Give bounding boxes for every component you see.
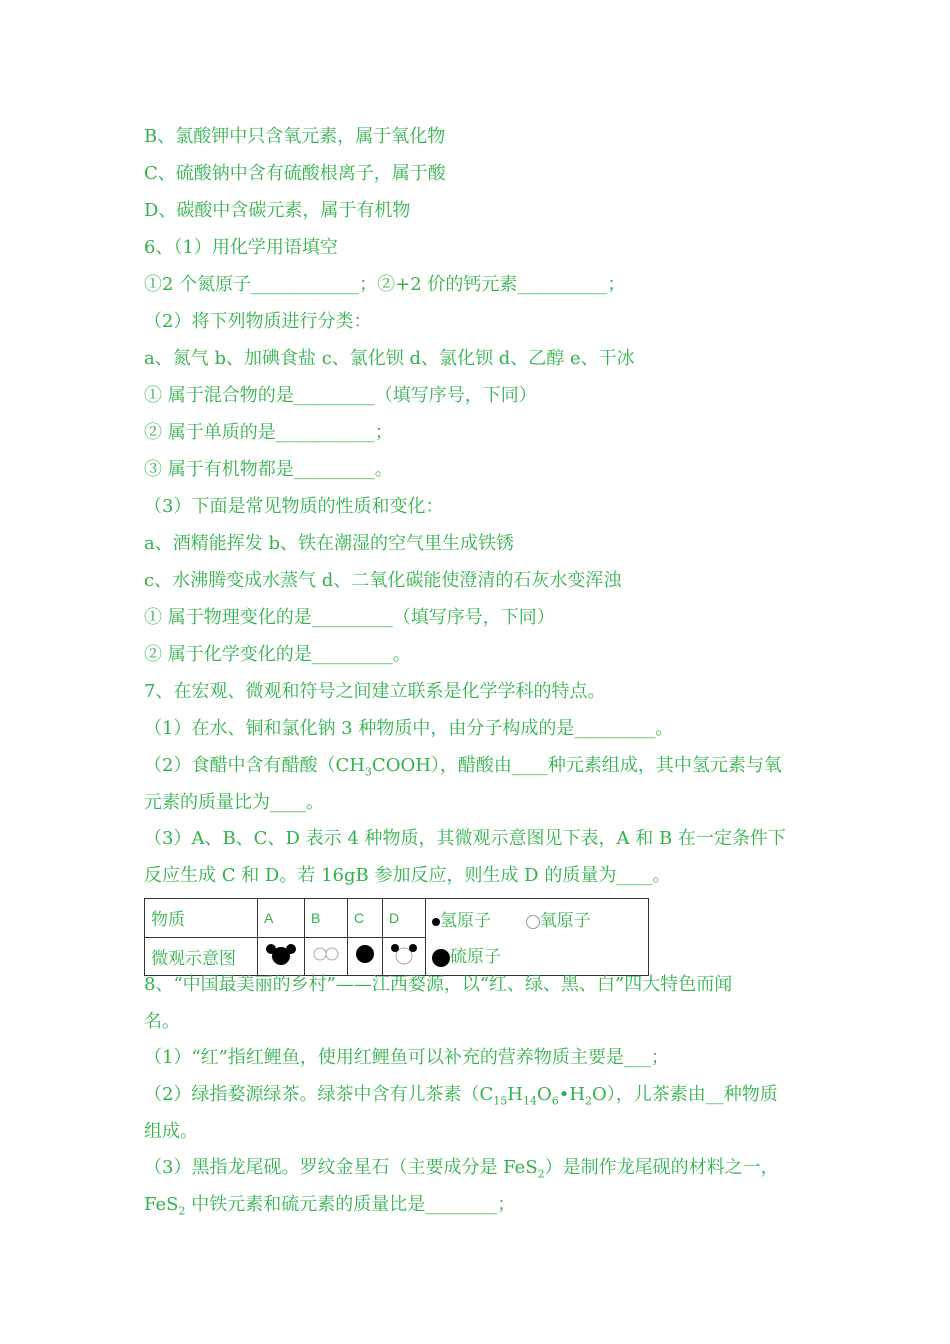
q6-2-mixture: ① 属于混合物的是_________（填写序号，下同）: [144, 385, 537, 406]
q6-3-options-cd: c、水沸腾变成水蒸气 d、二氧化碳能使澄清的石灰水变浑浊: [144, 570, 622, 591]
q7-3-line1: （3）A、B、C、D 表示 4 种物质，其微观示意图见下表，A 和 B 在一定条件下: [144, 828, 786, 849]
col-c: C: [348, 899, 383, 938]
q6-2-heading: （2）将下列物质进行分类：: [144, 311, 372, 332]
micro-diagram-table: [144, 898, 649, 976]
oxygen-atom-icon: [526, 915, 540, 929]
col-a: A: [258, 899, 305, 938]
q6-3-chemical: ② 属于化学变化的是_________。: [144, 644, 411, 665]
q6-1-blanks: ①2 个氮原子____________；②+2 价的钙元素__________；: [144, 274, 626, 295]
q8-2-line1: （2）绿指婺源绿茶。绿茶中含有儿茶素$(C_{15}H_{14}O_6•H_2O)$，儿茶素由__种物质: [144, 1084, 778, 1108]
q6-2-element: ② 属于单质的是___________；: [144, 422, 393, 443]
q6-3-options-ab: a、酒精能挥发 b、铁在潮湿的空气里生成铁锈: [144, 533, 514, 554]
q7-2-line2: 元素的质量比为____。: [144, 792, 324, 813]
legend-cell: 氢原子 氧原子 硫原子: [426, 899, 649, 976]
sulfur-atom-icon: [432, 949, 450, 967]
q8-2-line2: 组成。: [144, 1121, 198, 1142]
q7-1: （1）在水、铜和氯化钠 3 种物质中，由分子构成的是_________。: [144, 718, 674, 739]
hydrogen-atom-icon: [432, 918, 440, 926]
molecule-c-icon: [348, 937, 383, 976]
q6-2-organic: ③ 属于有机物都是_________。: [144, 459, 393, 480]
molecule-a-icon: [258, 937, 305, 976]
q7-2-line1: （2）食醋中含有醋酸$(CH_3COOH)$，醋酸由____种元素组成，其中氢元素与氧: [144, 755, 782, 779]
option-d: D、碳酸中含碳元素，属于有机物: [144, 200, 411, 221]
q7-heading: 7、在宏观、微观和符号之间建立联系是化学学科的特点。: [144, 681, 606, 702]
molecule-b-icon: [305, 937, 348, 976]
q6-heading: 6、（1）用化学用语填空: [144, 237, 338, 258]
option-c: C、硫酸钠中含有硫酸根离子，属于酸: [144, 163, 446, 184]
q8-line2: 名。: [144, 1011, 180, 1032]
q8-line1: 8、“中国最美丽的乡村”——江西婺源，以“红、绿、黑、白”四大特色而闻: [144, 974, 733, 995]
table-row: [145, 899, 649, 938]
col-b: B: [305, 899, 348, 938]
q7-3-line2: 反应生成 C 和 D。若 16gB 参加反应，则生成 D 的质量为____。: [144, 865, 671, 886]
q8-1: （1）“红”指红鲤鱼，使用红鲤鱼可以补充的营养物质主要是___；: [144, 1047, 669, 1068]
row-label-micro: 微观示意图: [145, 937, 258, 976]
q6-3-physical: ① 属于物理变化的是_________（填写序号，下同）: [144, 607, 555, 628]
q6-3-heading: （3）下面是常见物质的性质和变化：: [144, 496, 444, 517]
molecule-d-icon: [383, 937, 426, 976]
row-label-substance: 物质: [145, 899, 258, 938]
q8-3-line2: FeS$_2$ 中铁元素和硫元素的质量比是________；: [144, 1194, 516, 1218]
option-b: B、氯酸钾中只含氧元素，属于氧化物: [144, 126, 446, 147]
col-d: D: [383, 899, 426, 938]
q6-2-options: a、氮气 b、加碘食盐 c、氯化钡 d、氯化钡 d、乙醇 e、干冰: [144, 348, 635, 369]
q8-3-line1: （3）黑指龙尾砚。罗纹金星石（主要成分是 FeS$_2$）是制作龙尾砚的材料之一，: [144, 1157, 779, 1181]
